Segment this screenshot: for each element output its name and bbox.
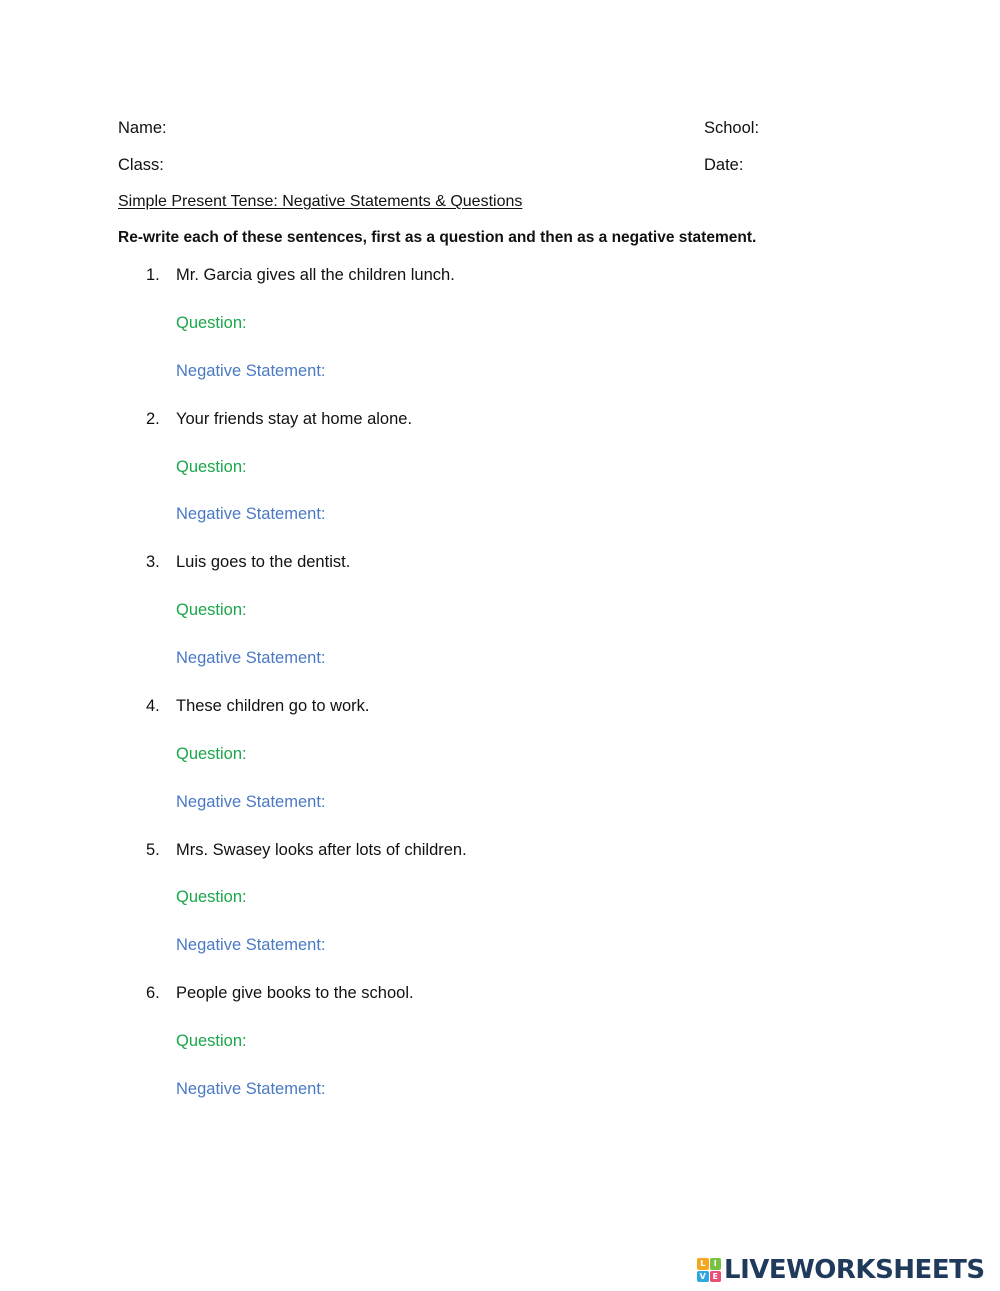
- item-sentence: These children go to work.: [176, 697, 370, 715]
- name-label: Name:: [118, 119, 167, 137]
- item-number: 4.: [146, 697, 160, 715]
- item-number: 3.: [146, 553, 160, 571]
- question-prompt: Question:: [176, 314, 247, 332]
- negative-statement-prompt: Negative Statement:: [176, 1080, 326, 1098]
- item-sentence: Mr. Garcia gives all the children lunch.: [176, 266, 455, 284]
- negative-statement-prompt: Negative Statement:: [176, 505, 326, 523]
- question-prompt: Question:: [176, 458, 247, 476]
- item-sentence: Your friends stay at home alone.: [176, 410, 413, 428]
- logo-badge-letter: L: [697, 1258, 709, 1270]
- item-number: 6.: [146, 984, 160, 1002]
- negative-statement-prompt: Negative Statement:: [176, 649, 326, 667]
- question-prompt: Question:: [176, 1032, 247, 1050]
- class-label: Class:: [118, 156, 164, 174]
- question-prompt: Question:: [176, 888, 247, 906]
- logo-badge-letter: E: [710, 1271, 722, 1283]
- item-sentence: Luis goes to the dentist.: [176, 553, 351, 571]
- logo-badge-icon: [697, 1258, 721, 1282]
- item-number: 1.: [146, 266, 160, 284]
- negative-statement-prompt: Negative Statement:: [176, 793, 326, 811]
- worksheet-instruction: Re-write each of these sentences, first as a question and then as a negative statement.: [118, 229, 757, 246]
- date-label: Date:: [704, 156, 744, 174]
- item-number: 5.: [146, 841, 160, 859]
- item-number: 2.: [146, 410, 160, 428]
- question-prompt: Question:: [176, 745, 247, 763]
- liveworksheets-logo: [697, 1256, 985, 1284]
- logo-text: LIVEWORKSHEETS: [724, 1255, 985, 1285]
- worksheet-subtitle: Simple Present Tense: Negative Statements & Questions: [118, 193, 523, 210]
- negative-statement-prompt: Negative Statement:: [176, 936, 326, 954]
- logo-badge-letter: I: [710, 1258, 722, 1270]
- school-label: School:: [704, 119, 760, 137]
- item-sentence: People give books to the school.: [176, 984, 414, 1002]
- negative-statement-prompt: Negative Statement:: [176, 362, 326, 380]
- item-sentence: Mrs. Swasey looks after lots of children.: [176, 841, 467, 859]
- logo-badge-letter: V: [697, 1271, 709, 1283]
- question-prompt: Question:: [176, 601, 247, 619]
